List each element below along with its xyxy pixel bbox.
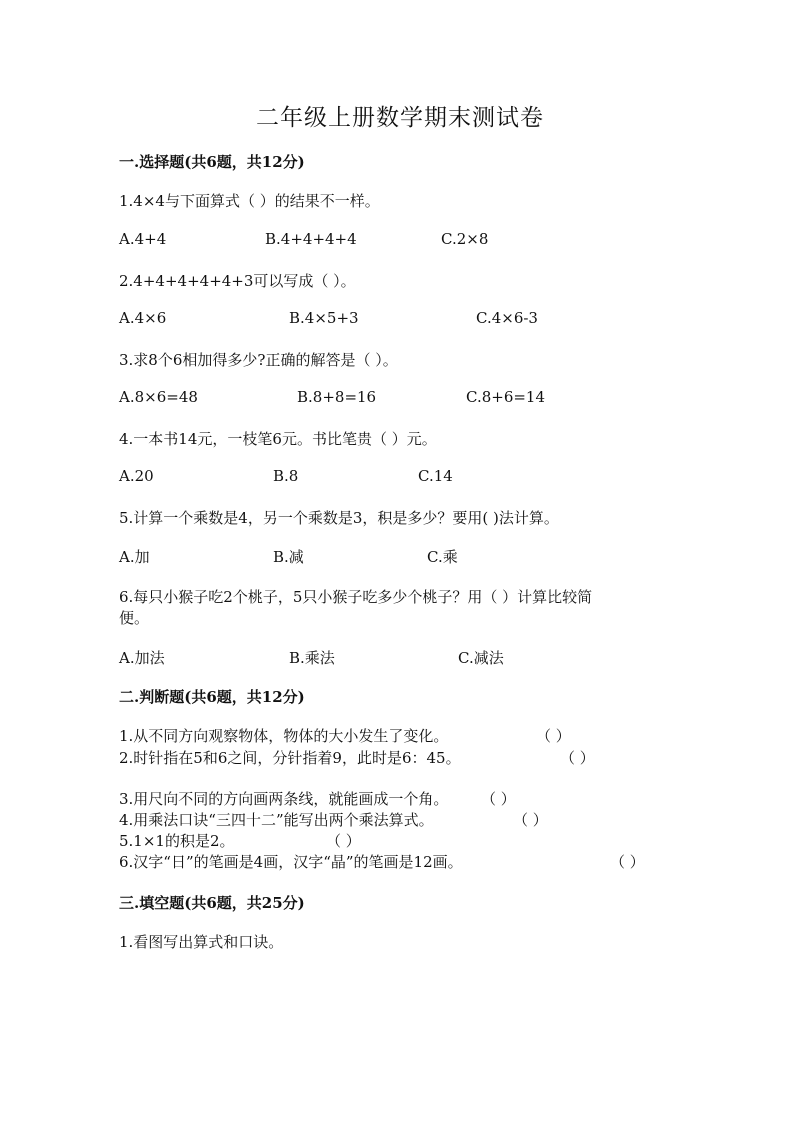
option-b: B.乘法: [289, 649, 335, 667]
answer-bracket: （ ）: [536, 727, 571, 745]
question-text: 3.求8个6相加得多少?正确的解答是（ ）。: [119, 351, 398, 369]
option-a: A.8×6=48: [119, 388, 198, 406]
option-a: A.加法: [119, 649, 165, 667]
answer-bracket: （ ）: [610, 853, 645, 871]
option-c: C.14: [418, 467, 453, 485]
option-c: C.4×6-3: [476, 309, 538, 327]
section-heading-judgment: 二.判断题(共6题，共12分): [119, 688, 305, 706]
page-title: 二年级上册数学期末测试卷: [256, 105, 544, 131]
judgment-item: 5.1×1的积是2。: [119, 832, 235, 850]
question-text-continued: 便。: [119, 609, 150, 627]
option-b: B.减: [273, 548, 304, 566]
option-a: A.20: [119, 467, 154, 485]
option-c: C.乘: [427, 548, 458, 566]
option-a: A.4×6: [119, 309, 167, 327]
option-a: A.4+4: [119, 230, 167, 248]
question-text: 4.一本书14元，一枝笔6元。书比笔贵（ ）元。: [119, 430, 437, 448]
answer-bracket: （ ）: [513, 811, 548, 829]
judgment-item: 6.汉字“日”的笔画是4画，汉字“晶”的笔画是12画。: [119, 853, 463, 871]
question-text: 2.4+4+4+4+4+3可以写成（ ）。: [119, 272, 356, 290]
judgment-item: 1.从不同方向观察物体，物体的大小发生了变化。: [119, 727, 449, 745]
question-text: 1.4×4与下面算式（ ）的结果不一样。: [119, 192, 380, 210]
answer-bracket: （ ）: [481, 790, 516, 808]
answer-bracket: （ ）: [326, 832, 361, 850]
judgment-item: 4.用乘法口诀“三四十二”能写出两个乘法算式。: [119, 811, 434, 829]
option-b: B.8: [273, 467, 299, 485]
option-b: B.4×5+3: [289, 309, 359, 327]
question-text: 5.计算一个乘数是4，另一个乘数是3，积是多少？要用( )法计算。: [119, 509, 559, 527]
option-b: B.8+8=16: [297, 388, 377, 406]
question-text: 6.每只小猴子吃2个桃子，5只小猴子吃多少个桃子？用（ ）计算比较简: [119, 588, 593, 606]
section-heading-fill: 三.填空题(共6题，共25分): [119, 894, 305, 912]
option-c: C.8+6=14: [466, 388, 546, 406]
judgment-item: 3.用尺向不同的方向画两条线，就能画成一个角。: [119, 790, 449, 808]
option-c: C.2×8: [441, 230, 489, 248]
option-b: B.4+4+4+4: [265, 230, 357, 248]
option-a: A.加: [119, 548, 150, 566]
question-text: 1.看图写出算式和口诀。: [119, 933, 284, 951]
option-c: C.减法: [458, 649, 504, 667]
section-heading-choice: 一.选择题(共6题，共12分): [119, 153, 305, 171]
answer-bracket: （ ）: [560, 749, 595, 767]
judgment-item: 2.时针指在5和6之间，分针指着9，此时是6：45。: [119, 749, 461, 767]
